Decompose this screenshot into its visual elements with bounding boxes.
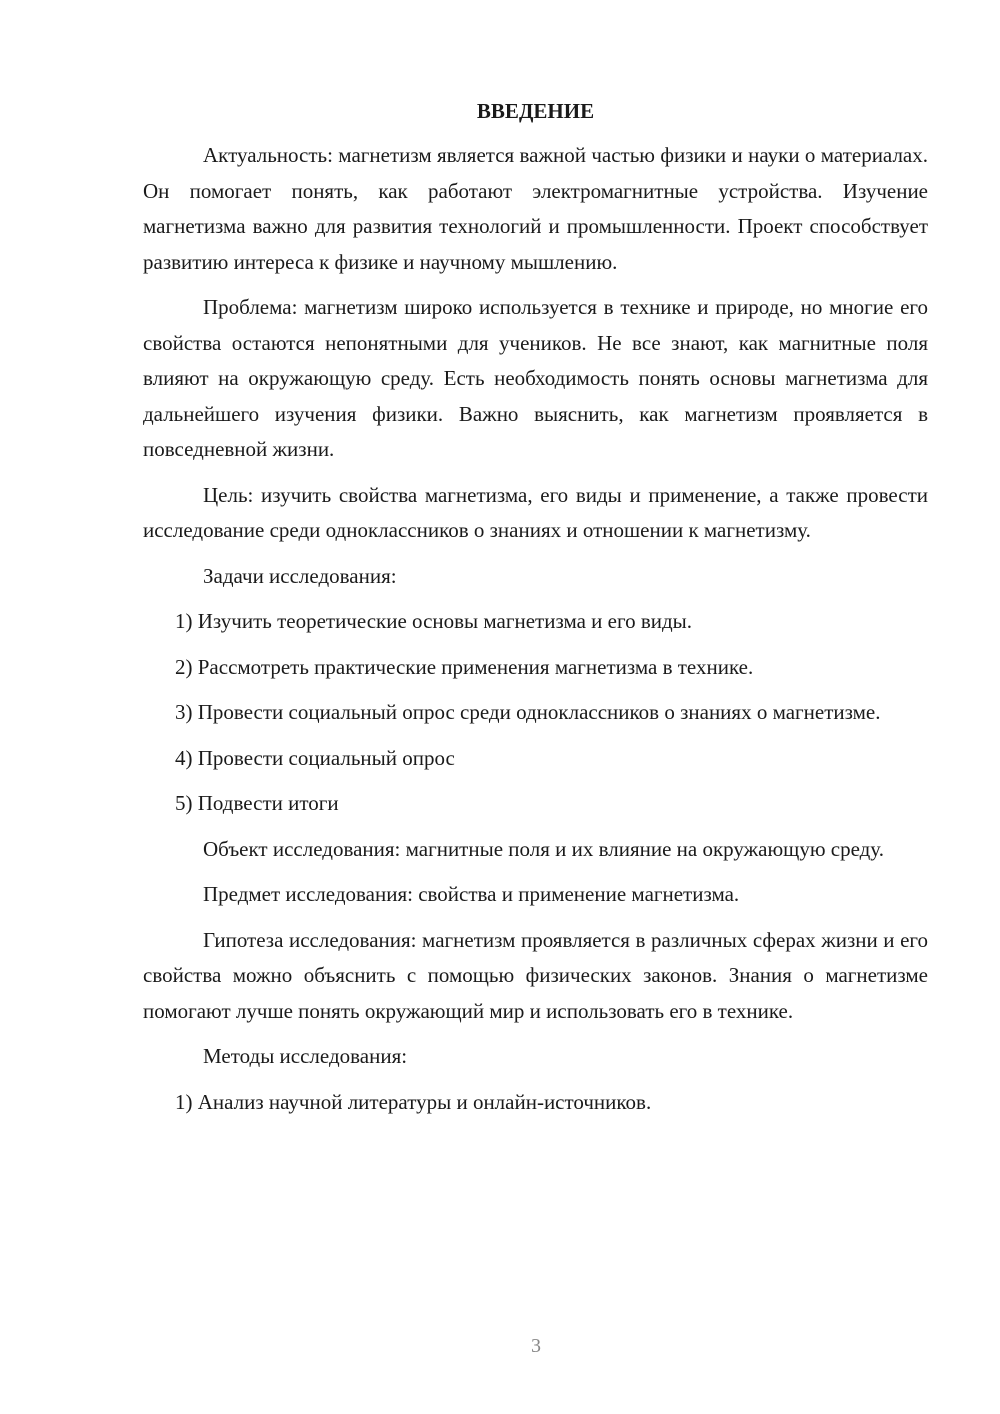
hypothesis-paragraph: Гипотеза исследования: магнетизм проявляется в различных сферах жизни и его свойства можно объяснить с помощью физических законов. Знания о магнетизме помогают лучше понять окружающий мир и использовать его в технике. [143,927,928,1023]
document-page [143,96,928,1130]
task-item: 4) Провести социальный опрос [175,745,455,770]
goal-paragraph: Цель: изучить свойства магнетизма, его виды и применение, а также провести исследование среди одноклассников о знаниях и отношении к магнетизму. [143,482,928,542]
tasks-title: Задачи исследования: [203,563,397,588]
problem-paragraph: Проблема: магнетизм широко используется в технике и природе, но многие его свойства остаются непонятными для учеников. Не все знают, как магнитные поля влияют на окружающую среду. Есть необходимость понять основы магнетизма для дальнейшего изучения физики. Важно выяснить, как магнетизм проявляется в повседневной жизни. [143,295,928,461]
method-item: 1) Анализ научной литературы и онлайн-источников. [175,1089,652,1114]
section-heading: ВВЕДЕНИЕ [476,99,595,123]
object-paragraph: Объект исследования: магнитные поля и их влияние на окружающую среду. [203,836,884,861]
task-item: 3) Провести социальный опрос среди одноклассников о знаниях о магнетизме. [175,700,881,724]
task-item: 1) Изучить теоретические основы магнетизма и его виды. [175,609,693,633]
relevance-paragraph: Актуальность: магнетизм является важной частью физики и науки о материалах. Он помогает понять, как работают электромагнитные устройства. Изучение магнетизма важно для развития технологий и промышленности. Проект способствует развитию интереса к физике и научному мышлению. [143,143,928,274]
task-item: 5) Подвести итоги [175,791,339,815]
page-number: 3 [531,1335,541,1357]
subject-paragraph: Предмет исследования: свойства и применение магнетизма. [203,882,740,906]
methods-title: Методы исследования: [203,1044,408,1068]
task-item: 2) Рассмотреть практические применения магнетизма в технике. [175,654,754,679]
